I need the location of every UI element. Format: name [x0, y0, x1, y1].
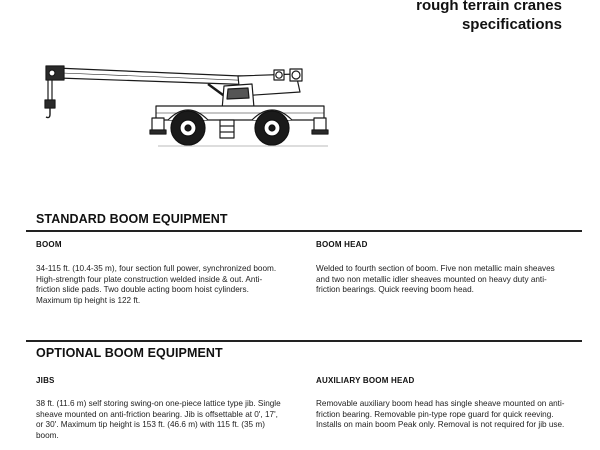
boom-description: 34-115 ft. (10.4-35 m), four section full power, synchronized boom. High-strength four plate construction welded inside & out. Anti-friction slide pads. Two double acting boom hoist cylinders. Maximum tip height is 122 ft.	[36, 264, 277, 305]
boom-head-description: Welded to fourth section of boom. Five non metallic main sheaves and two non metallic idler sheaves mounted on heavy duty anti-friction bearings. Quick reeving boom head.	[316, 264, 555, 295]
auxiliary-boom-head-description: Removable auxiliary boom head has single sheave mounted on anti-friction bearing. Removable pin-type rope guard for quick reeving. Installs on main boom Peak only. Removal is not required for jib use.	[316, 399, 565, 430]
optional-boom-equipment-title: OPTIONAL BOOM EQUIPMENT	[36, 346, 223, 360]
page-subtitle: specifications	[461, 16, 562, 33]
rough-terrain-crane-icon	[38, 62, 338, 150]
jibs-heading: JIBS	[36, 376, 55, 385]
jibs-description: 38 ft. (11.6 m) self storing swing-on one-piece lattice type jib. Single sheave mounted on anti-friction bearing. Jib is offsettable at 0', 17', or 30'. Maximum tip height is 153 ft. (46.6 m) with 115 ft. (35 m) boom.	[36, 399, 281, 440]
page-title: rough terrain cranes	[416, 0, 562, 14]
boom-heading: BOOM	[36, 240, 62, 249]
page-header	[416, 0, 562, 34]
standard-boom-equipment-title: STANDARD BOOM EQUIPMENT	[36, 212, 228, 226]
section-divider	[26, 230, 582, 232]
boom-head-heading: BOOM HEAD	[316, 240, 368, 249]
section-divider	[26, 340, 582, 342]
auxiliary-boom-head-heading: AUXILIARY BOOM HEAD	[316, 376, 415, 385]
